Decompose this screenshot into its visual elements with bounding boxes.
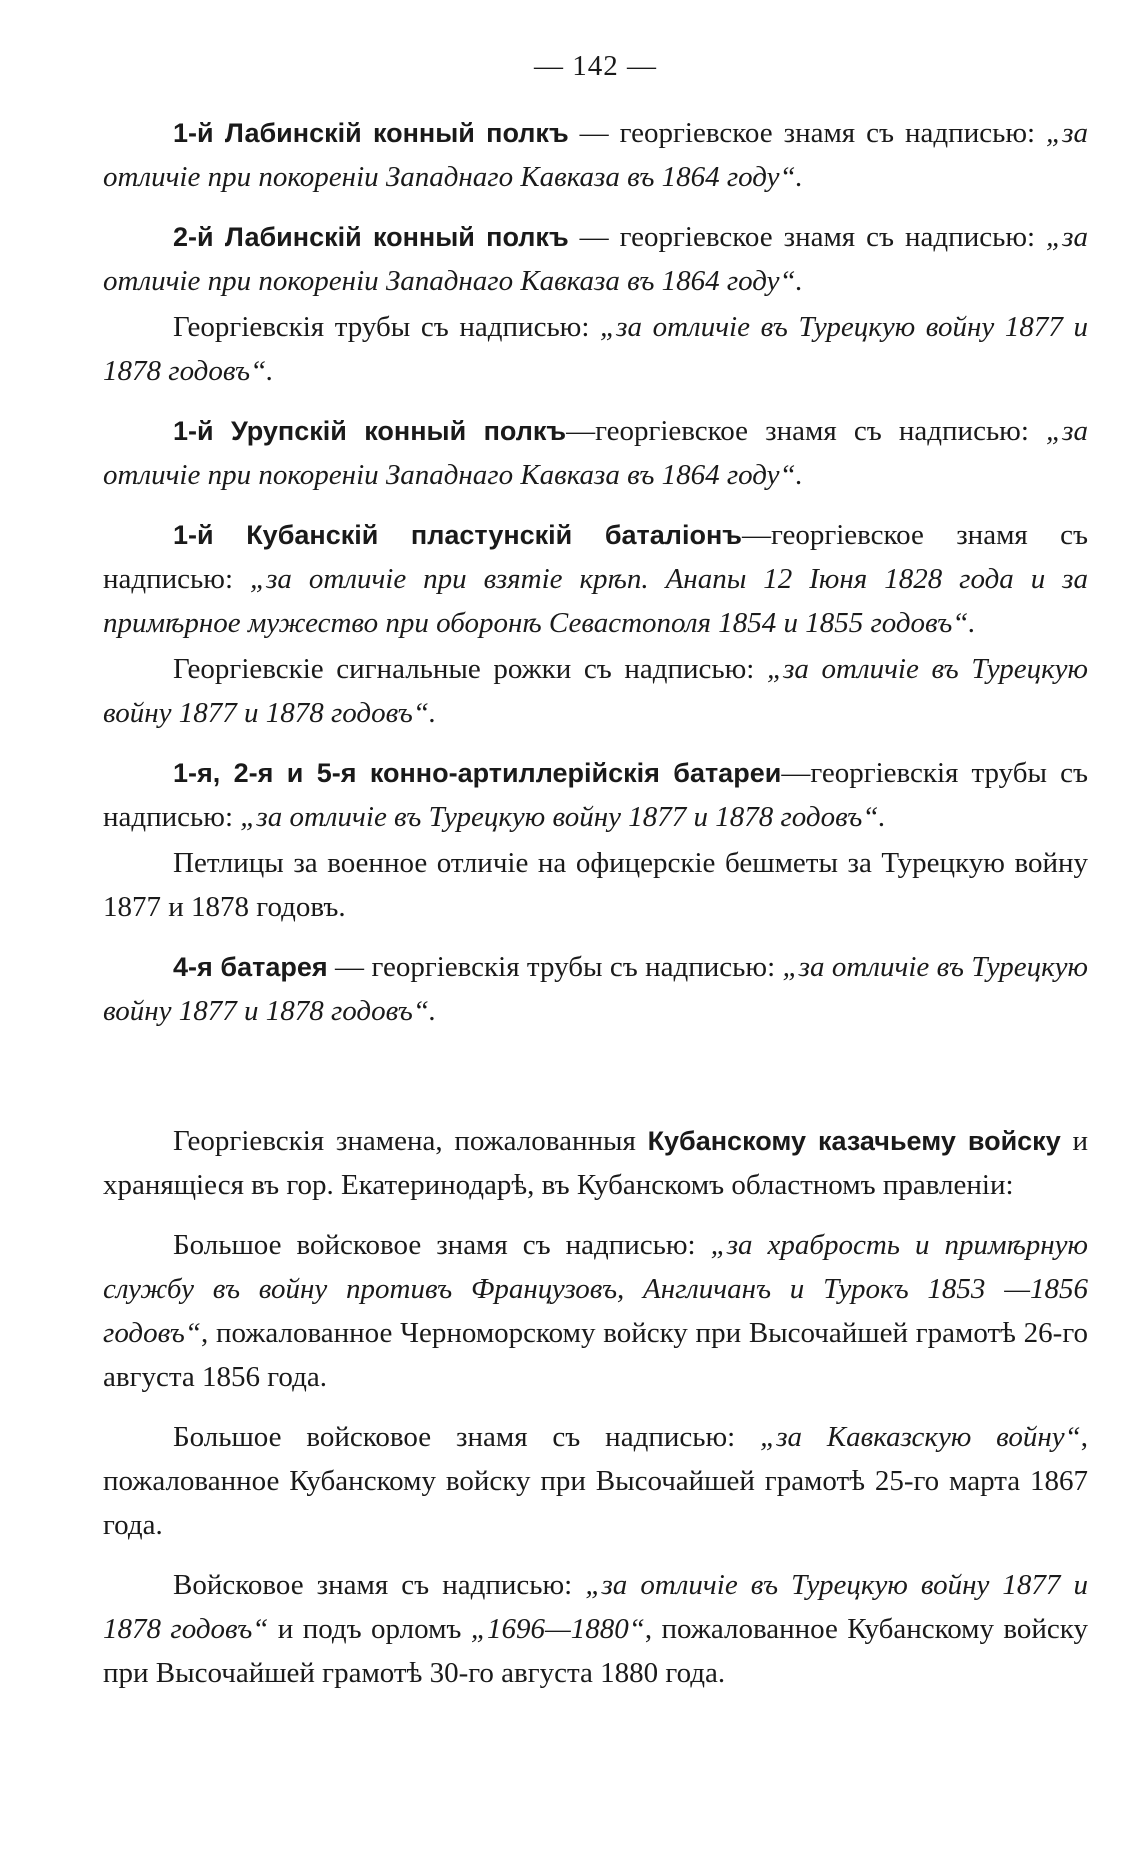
trumpet-inscription: „за отличіе въ Турецкую войну 1877 и 1878 годовъ“. xyxy=(103,311,1088,387)
banner-inscription: „за отличіе при покореніи Западнаго Кавказа въ 1864 году“. xyxy=(103,415,1088,491)
regiment-title: 1-й Лабинскій конный полкъ xyxy=(173,118,569,148)
regiment-title: 1-й Урупскій конный полкъ xyxy=(173,416,567,446)
section-gap xyxy=(103,1049,1088,1119)
banner-inscription: „за отличіе при взятіе крѣп. Анапы 12 Іюня 1828 года и за примѣрное мужество при оборонѣ Севастополя 1854 и 1855 годовъ“. xyxy=(103,563,1088,639)
paragraph-labinsky-1 xyxy=(103,111,1088,199)
paragraph-text: Георгіевскія трубы съ надписью: xyxy=(173,311,601,343)
paragraph-text: Большое войсковое знамя съ надписью: xyxy=(173,1229,711,1261)
paragraph-text: Петлицы за военное отличіе на офицерскіе бешметы за Турецкую войну 1877 и 1878 годовъ. xyxy=(103,847,1088,923)
paragraph-text: —георгіевское знамя съ надписью: xyxy=(103,519,1088,595)
paragraph-text: — георгіевское знамя съ надписью: xyxy=(568,117,1047,149)
paragraph-text: —георгіевскія трубы съ надписью: xyxy=(103,757,1088,833)
paragraph-text: , пожалованное Кубанскому войску при Высочайшей грамотѣ 30-го августа 1880 года. xyxy=(103,1613,1088,1689)
battery-title: 4-я батарея xyxy=(173,952,328,982)
paragraph-signal-horns xyxy=(103,647,1088,735)
paragraph-banner-1 xyxy=(103,1223,1088,1399)
paragraph-text: Большое войсковое знамя съ надписью: xyxy=(173,1421,761,1453)
banner-inscription: „за отличіе въ Турецкую войну 1877 и 1878 годовъ“ xyxy=(103,1569,1088,1645)
banner-inscription: „за храбрость и примѣрную службу въ войну противъ Французовъ, Англичанъ и Турокъ 1853 —1856 годовъ“ xyxy=(103,1229,1088,1349)
banner-inscription: „за отличіе при покореніи Западнаго Кавказа въ 1864 году“. xyxy=(103,117,1088,193)
paragraph-text: — георгіевское знамя съ надписью: xyxy=(568,221,1047,253)
regiment-title: 2-й Лабинскій конный полкъ xyxy=(173,222,569,252)
paragraph-battery-4 xyxy=(103,945,1088,1033)
army-title: Кубанскому казачьему войску xyxy=(647,1126,1061,1156)
paragraph-labinsky-2-trumpets xyxy=(103,305,1088,393)
battery-title: 1-я, 2-я и 5-я конно-артиллерійскія батареи xyxy=(173,758,782,788)
page-number: — 142 — xyxy=(534,50,657,82)
paragraph-text: , пожалованное Кубанскому войску при Высочайшей грамотѣ 25-го марта 1867 года. xyxy=(103,1421,1089,1541)
paragraph-text: Георгіевскія знамена, пожалованныя xyxy=(173,1125,648,1157)
paragraph-banner-2 xyxy=(103,1415,1088,1547)
paragraph-text: , пожалованное Черноморскому войску при Высочайшей грамотѣ 26-го августа 1856 года. xyxy=(103,1317,1088,1393)
battalion-title: 1-й Кубанскій пластунскій баталіонъ xyxy=(173,520,742,550)
horn-inscription: „за отличіе въ Турецкую войну 1877 и 1878 годовъ“. xyxy=(103,653,1088,729)
eagle-inscription: „1696—1880“ xyxy=(470,1613,645,1645)
paragraph-urupsky xyxy=(103,409,1088,497)
paragraph-labinsky-2 xyxy=(103,215,1088,303)
banner-inscription: „за отличіе при покореніи Западнаго Кавказа въ 1864 году“. xyxy=(103,221,1088,297)
paragraph-artillery-batteries xyxy=(103,751,1088,839)
trumpet-inscription: „за отличіе въ Турецкую войну 1877 и 1878 годовъ“. xyxy=(103,951,1089,1027)
banner-inscription: „за Кавказскую войну“ xyxy=(760,1421,1081,1453)
paragraph-buttonholes xyxy=(103,841,1088,929)
paragraph-text: и хранящіеся въ гор. Екатеринодарѣ, въ Кубанскомъ областномъ правленіи: xyxy=(103,1125,1088,1201)
paragraph-text: Войсковое знамя съ надписью: xyxy=(173,1569,586,1601)
paragraph-text: — георгіевскія трубы съ надписью: xyxy=(327,951,783,983)
paragraph-kuban-battalion xyxy=(103,513,1088,645)
paragraph-text: и подъ орломъ xyxy=(268,1613,471,1645)
trumpet-inscription: „за отличіе въ Турецкую войну 1877 и 1878 годовъ“. xyxy=(240,801,886,833)
paragraph-banner-3 xyxy=(103,1563,1088,1695)
paragraph-intro xyxy=(103,1119,1088,1207)
paragraph-text: —георгіевское знамя съ надписью: xyxy=(566,415,1047,447)
paragraph-text: Георгіевскіе сигнальные рожки съ надписью: xyxy=(173,653,767,685)
